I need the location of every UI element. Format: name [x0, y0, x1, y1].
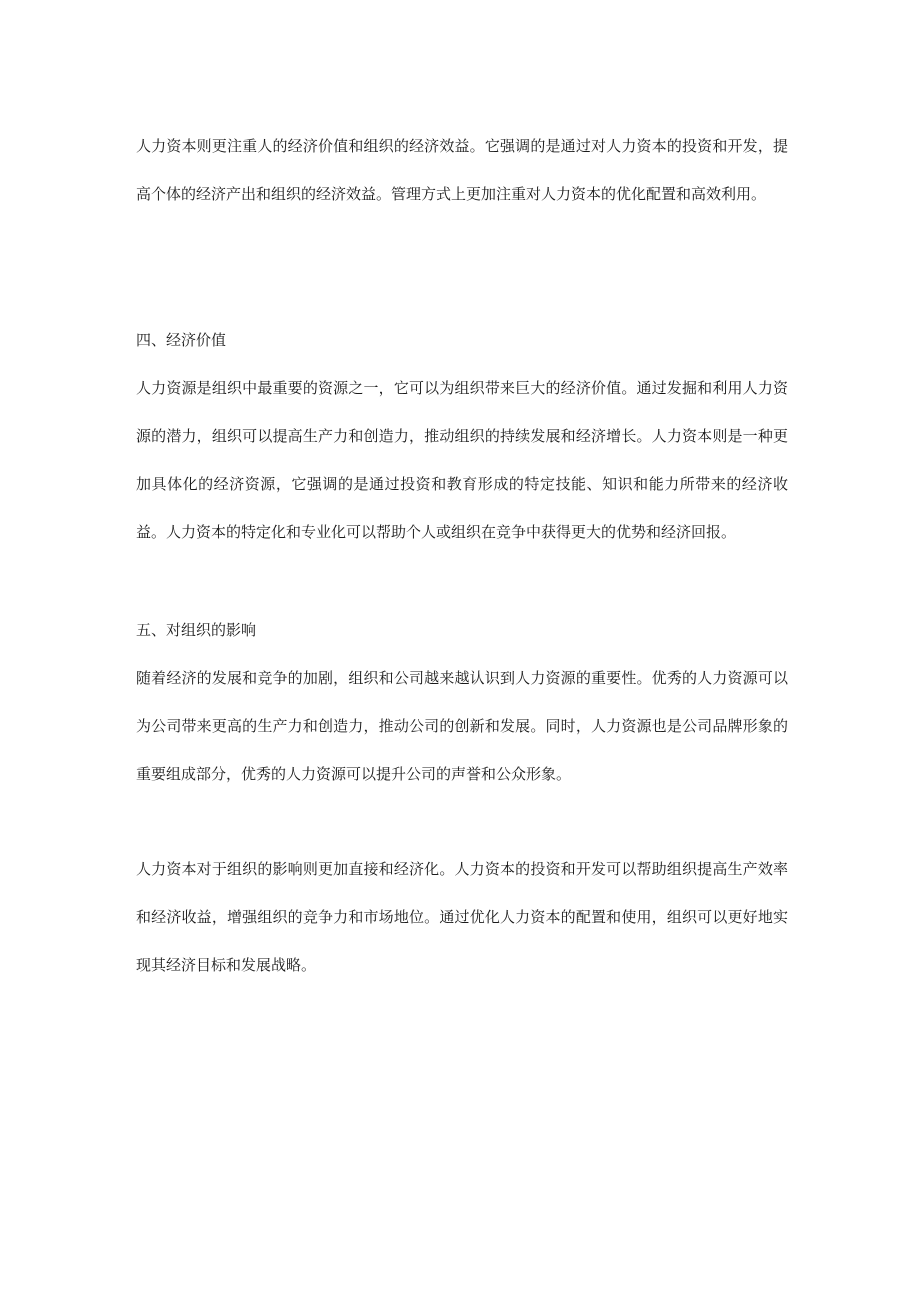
- paragraph-economic-value: 人力资源是组织中最重要的资源之一，它可以为组织带来巨大的经济价值。通过发掘和利用人力资源的潜力，组织可以提高生产力和创造力，推动组织的持续发展和经济增长。人力资本则是一种更加具体化的经济资源，它强调的是通过投资和教育形成的特定技能、知识和能力所带来的经济收益。人力资本的特定化和专业化可以帮助个人或组织在竞争中获得更大的优势和经济回报。: [136, 379, 788, 541]
- paragraph-hr-impact: 随着经济的发展和竞争的加剧，组织和公司越来越认识到人力资源的重要性。优秀的人力资源可以为公司带来更高的生产力和创造力，推动公司的创新和发展。同时，人力资源也是公司品牌形象的重要组成部分，优秀的人力资源可以提升公司的声誉和公众形象。: [136, 669, 788, 783]
- paragraph-human-capital-impact: 人力资本对于组织的影响则更加直接和经济化。人力资本的投资和开发可以帮助组织提高生产效率和经济收益，增强组织的竞争力和市场地位。通过优化人力资本的配置和使用，组织可以更好地实现其经济目标和发展战略。: [136, 860, 788, 974]
- paragraph-human-capital-focus: 人力资本则更注重人的经济价值和组织的经济效益。它强调的是通过对人力资本的投资和开发，提高个体的经济产出和组织的经济效益。管理方式上更加注重对人力资本的优化配置和高效利用。: [136, 137, 788, 203]
- section-heading-economic-value: 四、经济价值: [136, 331, 227, 349]
- section-heading-organizational-impact: 五、对组织的影响: [136, 621, 257, 639]
